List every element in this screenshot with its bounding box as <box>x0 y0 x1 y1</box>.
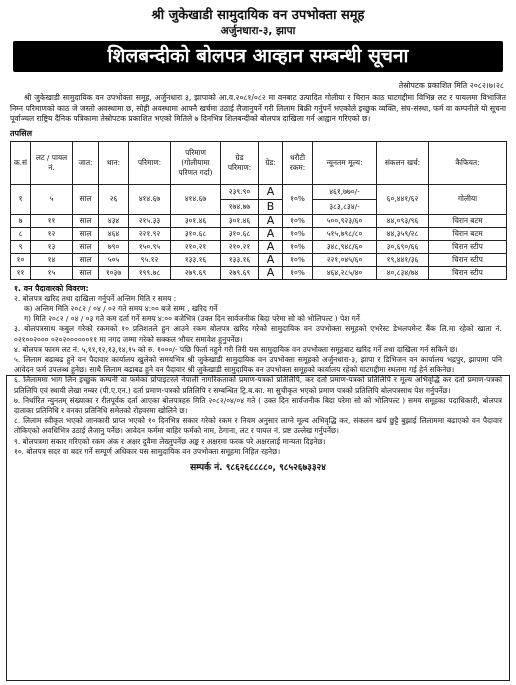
cell-volume: १९९.७८ <box>129 266 171 279</box>
cell-species: साल <box>73 214 99 227</box>
cell-grade: A <box>259 266 283 279</box>
cell-volume: ४१४.६७ <box>129 184 171 214</box>
cell-count: ४३४ <box>99 214 129 227</box>
cell-grade: A <box>259 253 283 266</box>
cell-volume: १५०.९५ <box>129 240 171 253</box>
cell-grade: B <box>259 199 283 214</box>
term-item: ५. लिलाम बढाबढ हुने वन पैदावार कार्यालय खुलेको समयभित्र श्री जुकेखाडी सामुदायिक वन उपभोक्ता समूहको अर्जुनधारा-३, झापा र डिभिजन वन कार्यालय भद्रपुर, झापामा पनि आवेदन फर्म उपलब्ध हुनेछ। साथै लिलाम बढाबढ हुने वन पैदावार श्री जुकेखाडी सामुदायिक वन उपभोक्ता समूहको कार्यालय रहेको घाटगद्दीमा स्थलमा गई हेर्न सकिनेछ। <box>14 355 502 375</box>
cell-grade-volume: ३१०.६८ <box>221 227 259 240</box>
cell-lot: ११ <box>31 214 73 227</box>
table-row <box>11 184 507 199</box>
cell-sn: १ <box>11 184 31 214</box>
cell-lot: १३ <box>31 240 73 253</box>
cell-grade: A <box>259 184 283 199</box>
cell-count: २६ <box>99 184 129 214</box>
cell-cost: ४०,८३४/७४ <box>377 266 429 279</box>
term-item: ८. लिलाम स्वीकृत भएको जानकारी प्राप्त भएको १० दिनभित्र सकार गरेको रकम र नियम अनुसार लाग्ने मूल्य अभिवृद्धि कर, संकलन खर्च छुट्टै बुझाई लिलाममा बढाएको वन पैदावार तोकिएको अवधिभित्र उठाई लैजानु पर्नेछ। आवेदन फर्ममा बाहिर फर्मको नाम, ठेगाना, लट र पायल नं. प्रष्ट उल्लेख गर्नुपर्नेछ। <box>14 416 502 436</box>
cell-deposit: १०% <box>283 227 313 240</box>
cell-count: ७९० <box>99 240 129 253</box>
cell-volume: २१५.३३ <box>129 214 171 227</box>
cell-log-volume: २७९.६९ <box>171 266 221 279</box>
cell-remark: चिरान स्टीप <box>429 240 507 253</box>
cell-count: ५०५ <box>99 253 129 266</box>
schedule-label: तपसिल <box>10 128 33 138</box>
term-item: ६. लिलाममा भाग लिन इच्छुक कम्पनी वा फर्मका प्रोपाइटरले नेपाली नागरिकताको प्रमाण-पत्रको प्रतिलिपि, कर दर्ता प्रमाण-पत्रको प्रतिलिपि र मूल्य अभिवृद्धि कर दर्ता प्रमाण-पत्रको प्रतिलिपि एवं स्थायी लेखा नम्बर (पी.ए.एन.) दर्ता प्रमाण-पत्रको प्रतिलिपि र सम्बन्धित ट्रि.ब.का. मा सुचीकृत भएको प्रमाण पत्रको प्रतिलिपि बोलपत्रसाथ पेश गर्नुपर्नेछ। <box>14 375 502 395</box>
table-header-row <box>11 141 507 184</box>
col-header: थान: <box>99 141 129 184</box>
cell-grade-volume: ३०१.४६ <box>221 214 259 227</box>
term-item: ४. बोलपत्र फारम लट नं. ५,११,१२,१३,१४,१५ को रु. १०००/- पछि फिर्ता नहुने गरी तिरी यस सामुदायिक वन उपभोक्ता समूहबाट खरिद गर्ने तथा दाखिला गर्न सकिने छ। <box>14 344 458 354</box>
cell-species: साल <box>73 253 99 266</box>
table-row <box>11 253 507 266</box>
cell-lot: १४ <box>31 253 73 266</box>
cell-log-volume: २१०.२१ <box>171 240 221 253</box>
cell-deposit: १०% <box>283 253 313 266</box>
cell-grade: A <box>259 227 283 240</box>
cell-grade-volume: २७९.६९ <box>221 266 259 279</box>
cell-deposit: १०% <box>283 266 313 279</box>
term-item: ९. बोलपत्रमा सकार गरिएको रकम अंक र अक्षर दुवैमा लेख्नुपर्नेछ अङ्क र अक्षरमा फरक परे अक्षरलाई मान्यता दिइनेछ। <box>14 436 326 446</box>
cell-species: साल <box>73 266 99 279</box>
cell-cost: ६०,४४१/६२ <box>377 184 429 214</box>
cell-grade-volume: २३९.९० <box>221 184 259 199</box>
intro-paragraph: श्री जुकेखाडी सामुदायिक वन उपभोक्ता समूह, अर्जुनधारा ३, झापाको आ.व.२०८१/०८२ मा वनबाट उत्पादित गोलीया र चिरान काठ घाटगद्दीमा विभिन्न लट र पायलमा विभाजित निम्न परिमाणको काठ जे जस्तो अवस्थामा छ, सोही अवस्थामा आफ्नै खर्चमा उठाई लैजानुपर्ने गरी लिलाम बिक्री गर्नुपर्ने भएकोले इच्छुक व्यक्ति, संघ-संस्था, फर्म वा कम्पनीले यो सूचना पूर्वाञ्चल राष्ट्रिय दैनिक पत्रिकामा तेस्रोपटक प्रकाशित भएको मितिले ७ दिनभित्र शिलबन्दीको बोलपत्र दाखिला गर्न आह्वान गरिएको छ। <box>10 93 506 124</box>
cell-min-price: ४६४,२८५/४० <box>313 266 377 279</box>
cell-cost: ३०,६९०/६६ <box>377 240 429 253</box>
organization-name: श्री जुकेखाडी सामुदायिक वन उपभोक्ता समूह <box>151 8 365 23</box>
cell-min-price: २२१,०४५/६० <box>313 253 377 266</box>
table-row <box>11 266 507 279</box>
cell-remark: चिरान बटम <box>429 214 507 227</box>
terms-heading: १. वन पैदावारको विवरण: <box>14 283 89 293</box>
term-item: ग) मिति २०८२ / ०४ / ०३ गते कम दर्ता गर्ने समय ४:०० बजेभित्र (उक्त दिन सार्वजनीक बिदा परेमा सो को भोलिपल्ट ) पेश गर्ने <box>24 314 360 324</box>
cell-grade-volume: २१०.२१ <box>221 240 259 253</box>
cell-log-volume: ४१४.६७ <box>171 184 221 214</box>
cell-grade: A <box>259 214 283 227</box>
cell-log-volume: १३३.१६ <box>171 253 221 266</box>
cell-deposit: १०% <box>283 184 313 214</box>
term-item: ३. बोलपत्रसाथ कबुल गरेको रकमको १० प्रतिशतले हुन आउने रकम बोलपत्र खरिद गरेको सामुदायिक वन उपभोक्ता समूहको एभरेस्ट डेभलपमेन्ट बैंक लि.मा रहेको खाता नं. ०२१००२००० ०२०२००००००११ मा नगद जम्मा गरेको सक्कल भौचर समावेश हुनुपर्नेछ। <box>14 324 502 344</box>
term-item: २. बोलपत्र खरिद तथा दाखिला गर्नुपर्ने अन्तिम मिति र समय : <box>14 293 177 303</box>
cell-remark: गोलीया <box>429 184 507 214</box>
organization-address: अर्जुनधारा-३, झापा <box>220 25 296 37</box>
contact-number: सम्पर्क नं. ९८६२६८८८८०, ९८५२६७३३२४ <box>190 463 326 474</box>
table-row <box>11 227 507 240</box>
cell-volume: ९५.१२ <box>129 253 171 266</box>
cell-min-price: ५१५,७९८/८० <box>313 227 377 240</box>
cell-log-volume: ३०१.४६ <box>171 214 221 227</box>
cell-species: साल <box>73 227 99 240</box>
col-header: संकलन खर्च: <box>377 141 429 184</box>
cell-sn: ९ <box>11 240 31 253</box>
cell-volume: २२१.९२ <box>129 227 171 240</box>
cell-lot: १५ <box>31 266 73 279</box>
col-header: ग्रेड परिमाण: <box>221 141 259 184</box>
cell-lot: १२ <box>31 227 73 240</box>
cell-deposit: १०% <box>283 240 313 253</box>
cell-count: ४६४ <box>99 227 129 240</box>
cell-grade-volume: १३३.१६ <box>221 253 259 266</box>
cell-deposit: १०% <box>283 214 313 227</box>
col-header: धरौटी रकम: <box>283 141 313 184</box>
col-header: परिमाण (गोलीयामा परिणत गर्दा) <box>171 141 221 184</box>
term-item: ७. निर्धारित न्युनतम् संख्याका र रीतपूर्वक दर्ता आएका बोलपत्रहरु मिति २०८२/०४/०४ गते ( उक्त दिन सार्वजनीक बिदा परेमा सो को भोलिपल्ट ) समय समूहका पदाधिकारी, बोलपत्र दाताका प्रतिनिधि र वनका प्रतिनिधि समेतको रोहवरमा खोलिने छ। <box>14 395 502 416</box>
term-item: क) अन्तिम मिति २०८२ / ०४ / ०२ गते समय ४:०० बजे सम्म , खरिद गर्ने <box>24 303 218 313</box>
cell-min-price: ३८३,८३४/- <box>313 199 377 214</box>
cell-species: साल <box>73 240 99 253</box>
cell-min-price: ५००,९२३/६० <box>313 214 377 227</box>
cell-min-price: ३४८,९४८/६० <box>313 240 377 253</box>
cell-grade: A <box>259 240 283 253</box>
cell-lot: ५ <box>31 184 73 214</box>
col-header: क.सं <box>11 141 31 184</box>
term-item: १०. बोलपत्र सदर वा बदर गर्ने सम्पूर्ण अधिकार यस सामुदायिक वन उपभोक्ता समूहमा निहित रहनेछ। <box>14 446 281 456</box>
terms-section <box>10 283 506 473</box>
cell-grade-volume: १७४.७७ <box>221 199 259 214</box>
table-row <box>11 214 507 227</box>
notice-title-banner: शिलबन्दीको बोलपत्र आव्हान सम्बन्धी सूचना <box>13 41 503 72</box>
table-row <box>11 240 507 253</box>
cell-remark: चिरान स्टीप <box>429 266 507 279</box>
cell-sn: ११ <box>11 266 31 279</box>
cell-sn: ७ <box>11 214 31 227</box>
cell-count: १०३७ <box>99 266 129 279</box>
publish-date: तेस्रोपटक प्रकाशित मिति २०८२।७।२८ <box>398 81 504 90</box>
cell-remark: चिरान बटम <box>429 227 507 240</box>
cell-cost: १९,४४१/३६ <box>377 253 429 266</box>
cell-cost: ४४,०९३/९६ <box>377 214 429 227</box>
cell-log-volume: ३१०.६८ <box>171 227 221 240</box>
cell-sn: १० <box>11 253 31 266</box>
col-header: परिमाण: <box>129 141 171 184</box>
cell-species: साल <box>73 184 99 214</box>
cell-sn: ८ <box>11 227 31 240</box>
lot-table <box>10 141 507 280</box>
col-header: कैफियत: <box>429 141 507 184</box>
cell-remark: चिरान स्टीप <box>429 253 507 266</box>
col-header: न्यूनतम मूल्य: <box>313 141 377 184</box>
cell-cost: ४४,३५९/२८ <box>377 227 429 240</box>
col-header: लट / पायल नं. <box>31 141 73 184</box>
col-header: जात: <box>73 141 99 184</box>
col-header: ग्रेड: <box>259 141 283 184</box>
cell-min-price: ४६१,७७०/- <box>313 184 377 199</box>
